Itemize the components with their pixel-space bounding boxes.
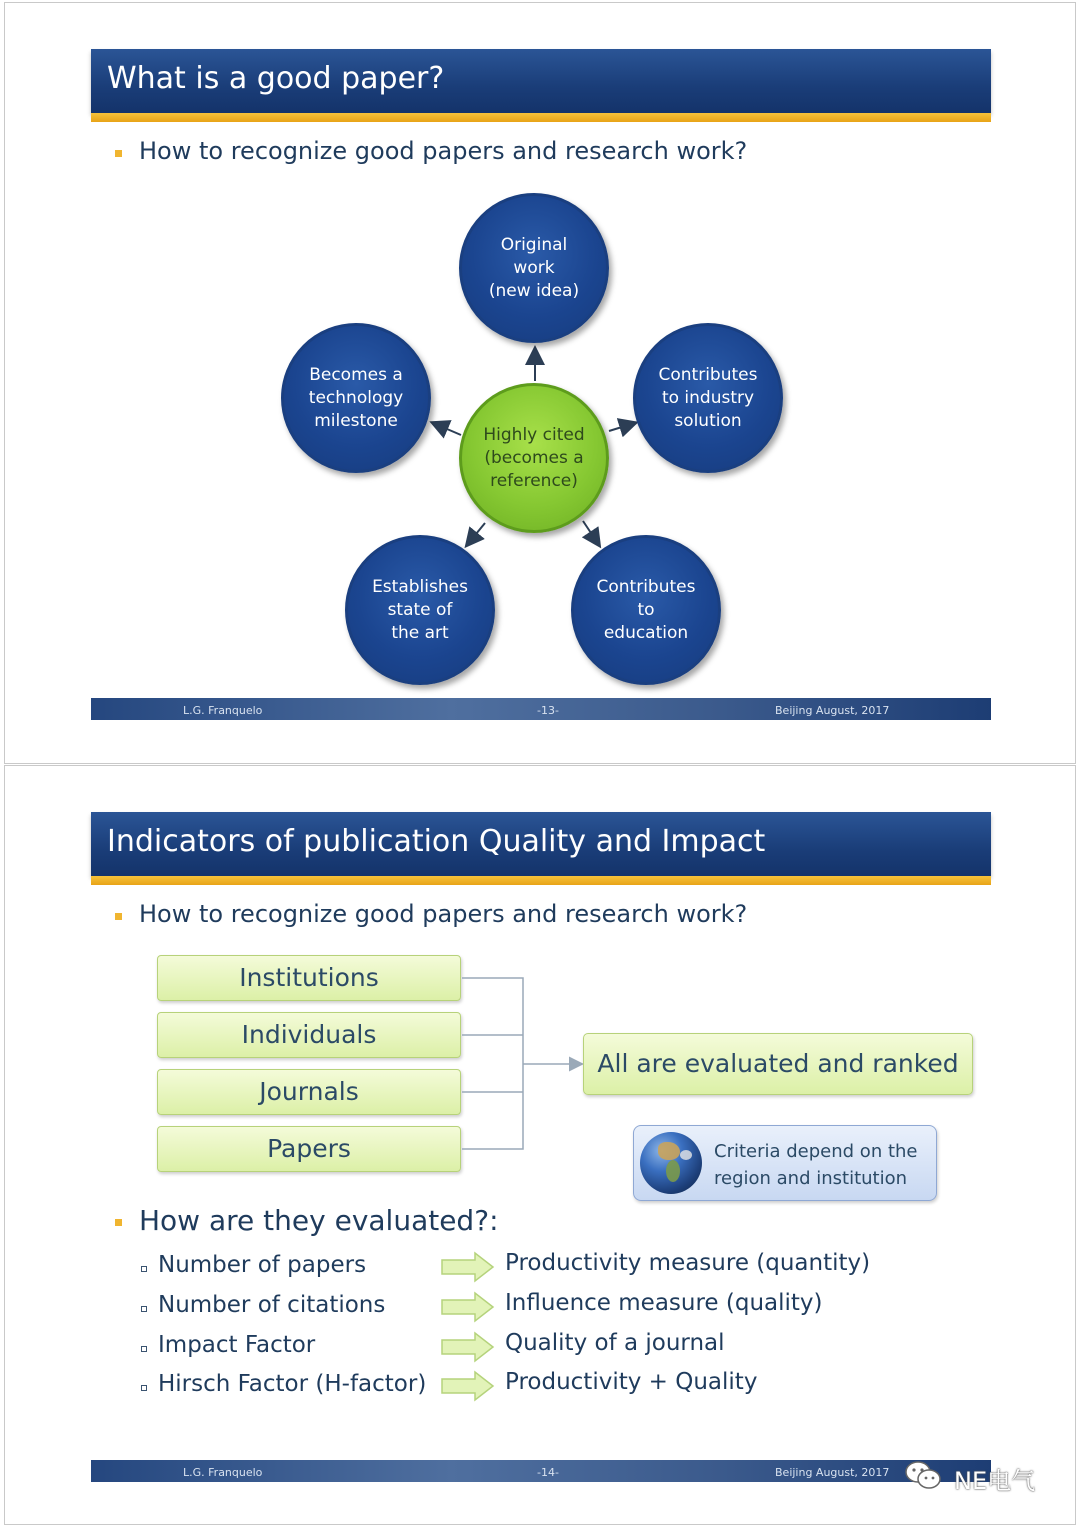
footer-page-number: -14- (537, 1466, 559, 1479)
node-highly-cited: Highly cited (becomes a reference) (459, 383, 609, 533)
right-arrow-icon (439, 1290, 497, 1324)
bullet-marker (115, 1219, 122, 1226)
node-technology-milestone: Becomes a technology milestone (281, 323, 431, 473)
metric-name: Number of papers (158, 1252, 367, 1278)
footer-author: L.G. Franquelo (183, 1466, 263, 1479)
metric-measure: Influence measure (quality) (505, 1290, 823, 1316)
right-arrow-icon (439, 1330, 497, 1364)
globe-icon (640, 1132, 702, 1194)
metric-measure: Productivity measure (quantity) (505, 1250, 871, 1276)
node-industry-solution: Contributes to industry solution (633, 323, 783, 473)
sub-bullet-marker (141, 1346, 147, 1352)
slide-14 (4, 765, 1076, 1525)
arrow-left (433, 423, 461, 435)
slide-footer (91, 1460, 991, 1482)
evaluation-heading: How are they evaluated?: (139, 1204, 499, 1237)
footer-location-date: Beijing August, 2017 (775, 1466, 890, 1479)
right-arrow-icon (439, 1250, 497, 1284)
bullet-text: How to recognize good papers and research work? (139, 900, 748, 928)
metric-measure: Quality of a journal (505, 1330, 725, 1356)
watermark (904, 1458, 1054, 1498)
footer-author: L.G. Franquelo (183, 704, 263, 717)
arrow-bottom-left (467, 523, 485, 545)
wechat-icon (904, 1460, 942, 1490)
evaluated-ranked-box: All are evaluated and ranked (583, 1033, 973, 1095)
category-individuals: Individuals (157, 1012, 461, 1058)
node-state-of-the-art: Establishes state of the art (345, 535, 495, 685)
criteria-box (633, 1125, 937, 1201)
slide-footer (91, 698, 991, 720)
node-original-work: Original work (new idea) (459, 193, 609, 343)
metric-name: Impact Factor (158, 1332, 316, 1358)
slide-13 (4, 2, 1076, 764)
metric-measure: Productivity + Quality (505, 1369, 758, 1395)
sub-bullet-marker (141, 1385, 147, 1391)
criteria-text: Criteria depend on the region and institution (714, 1141, 918, 1189)
watermark-text: NE电气 (954, 1467, 1036, 1495)
sub-bullet-marker (141, 1306, 147, 1312)
arrow-right (609, 423, 635, 431)
category-papers: Papers (157, 1126, 461, 1172)
bullet-text: How to recognize good papers and research work? (139, 137, 748, 165)
footer-location-date: Beijing August, 2017 (775, 704, 890, 717)
slide-title: Indicators of publication Quality and Impact (107, 824, 766, 859)
right-arrow-icon (439, 1369, 497, 1403)
node-education: Contributes to education (571, 535, 721, 685)
sub-bullet-marker (141, 1266, 147, 1272)
arrow-bottom-right (583, 521, 599, 545)
category-institutions: Institutions (157, 955, 461, 1001)
footer-page-number: -13- (537, 704, 559, 717)
slide-title: What is a good paper? (107, 61, 445, 96)
metric-name: Hirsch Factor (H-factor) (158, 1371, 427, 1397)
category-journals: Journals (157, 1069, 461, 1115)
metric-name: Number of citations (158, 1292, 386, 1318)
